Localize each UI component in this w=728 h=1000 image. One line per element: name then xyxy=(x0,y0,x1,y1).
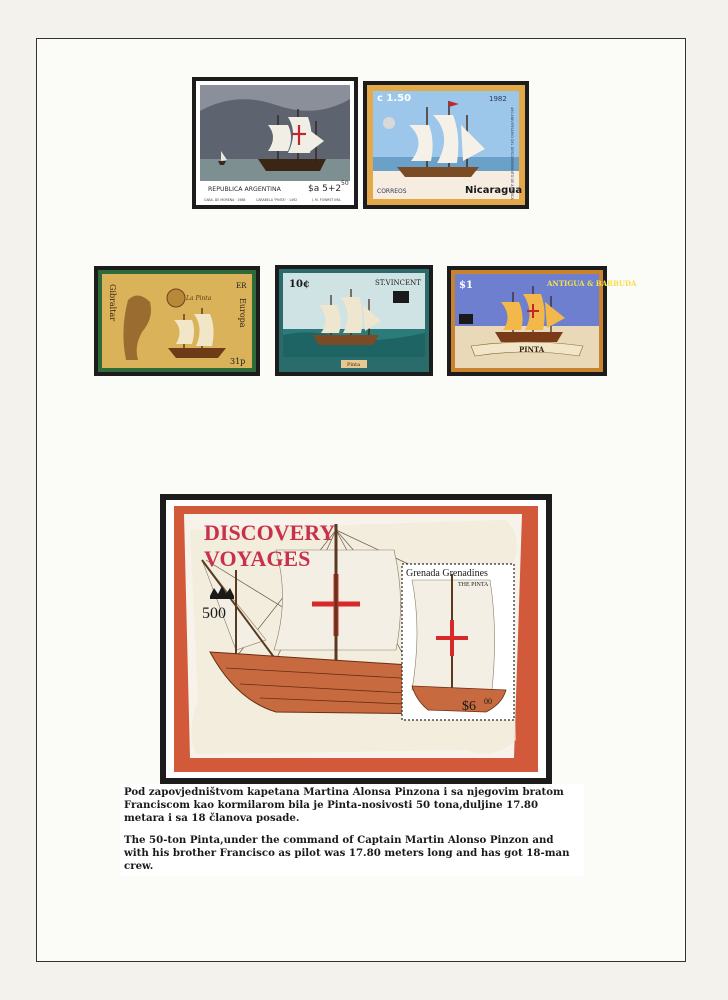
stamp-st-vincent xyxy=(275,265,433,376)
sheet-stamp-country: Grenada Grenadines xyxy=(406,568,488,579)
sheet-stamp-value: $6 xyxy=(462,699,476,714)
sheet-stamp-value-sup: 00 xyxy=(484,697,492,706)
argentina-footer-1: CABA. DE MORENA · 1988 xyxy=(204,198,246,202)
nicaragua-value-text: c 1.50 xyxy=(377,93,412,104)
stamp-antigua-barbuda xyxy=(447,266,637,376)
sheet-title-line1: DISCOVERY xyxy=(204,520,336,545)
stamp-gibraltar-art xyxy=(98,270,256,372)
gibraltar-country-text: Gibraltar xyxy=(108,284,117,322)
sheet-title-line2: VOYAGES xyxy=(204,546,311,571)
argentina-value-sup: 50 xyxy=(341,180,349,187)
argentina-footer-3: J. M. FOWRET IMA. xyxy=(312,198,342,202)
antigua-ship-label: PINTA xyxy=(519,345,545,354)
argentina-footer-2: CARABELA "PINTA" · 1492 xyxy=(256,198,298,202)
caption-croatian: Pod zapovjedništvom kapetana Martina Alonsa Pinzona i sa njegovim bratom Franciscom kao kormilarom bila je Pinta-nosivosti 50 tona,duljine 17.80 metara i sa 18 članova posade. xyxy=(124,786,564,825)
st-vincent-value-text: 10¢ xyxy=(289,279,310,290)
argentina-country-text: REPUBLICA ARGENTINA xyxy=(208,186,281,193)
stamp-nicaragua-art xyxy=(367,85,525,205)
gibraltar-ship-label: La Pinta xyxy=(186,295,212,302)
stamp-argentina xyxy=(192,77,358,209)
gibraltar-value-text: 31p xyxy=(230,357,246,366)
stamp-nicaragua xyxy=(363,81,529,209)
stamp-argentina-art xyxy=(196,81,354,205)
gibraltar-crown-text: ER xyxy=(236,282,247,290)
gibraltar-europa-text: Europa xyxy=(238,298,247,328)
antigua-value-text: $1 xyxy=(459,280,473,291)
caption-english: The 50-ton Pinta,under the command of Captain Martin Alonso Pinzon and with his brother Francisco as pilot was 17.80 meters long and has got 18-man crew. xyxy=(124,833,570,873)
stamp-st-vincent-art xyxy=(279,269,429,372)
st-vincent-ship-label: Pinta xyxy=(347,362,361,368)
st-vincent-country-text: ST.VINCENT xyxy=(375,279,421,287)
stamp-gibraltar xyxy=(94,266,260,376)
nicaragua-year-text: 1982 xyxy=(489,95,507,103)
nicaragua-postal-text: CORREOS xyxy=(377,188,407,195)
argentina-value-text: $a 5+2 xyxy=(308,184,342,194)
souvenir-sheet xyxy=(160,494,552,784)
caption-box xyxy=(120,784,584,876)
souvenir-sheet-art xyxy=(166,500,546,778)
antigua-country-text: ANTIGUA & BARBUDA xyxy=(547,279,637,288)
stamp-antigua-art xyxy=(451,270,637,372)
nicaragua-country-text: Nicaragua xyxy=(465,185,523,196)
nicaragua-side-text: 490 ANIVERSARIO DEL DESCUBRIMIENTO DE AMERICA xyxy=(510,107,514,200)
sheet-emblem-text: 500 xyxy=(202,605,226,622)
sheet-stamp-subtitle: THE PINTA xyxy=(458,582,489,588)
